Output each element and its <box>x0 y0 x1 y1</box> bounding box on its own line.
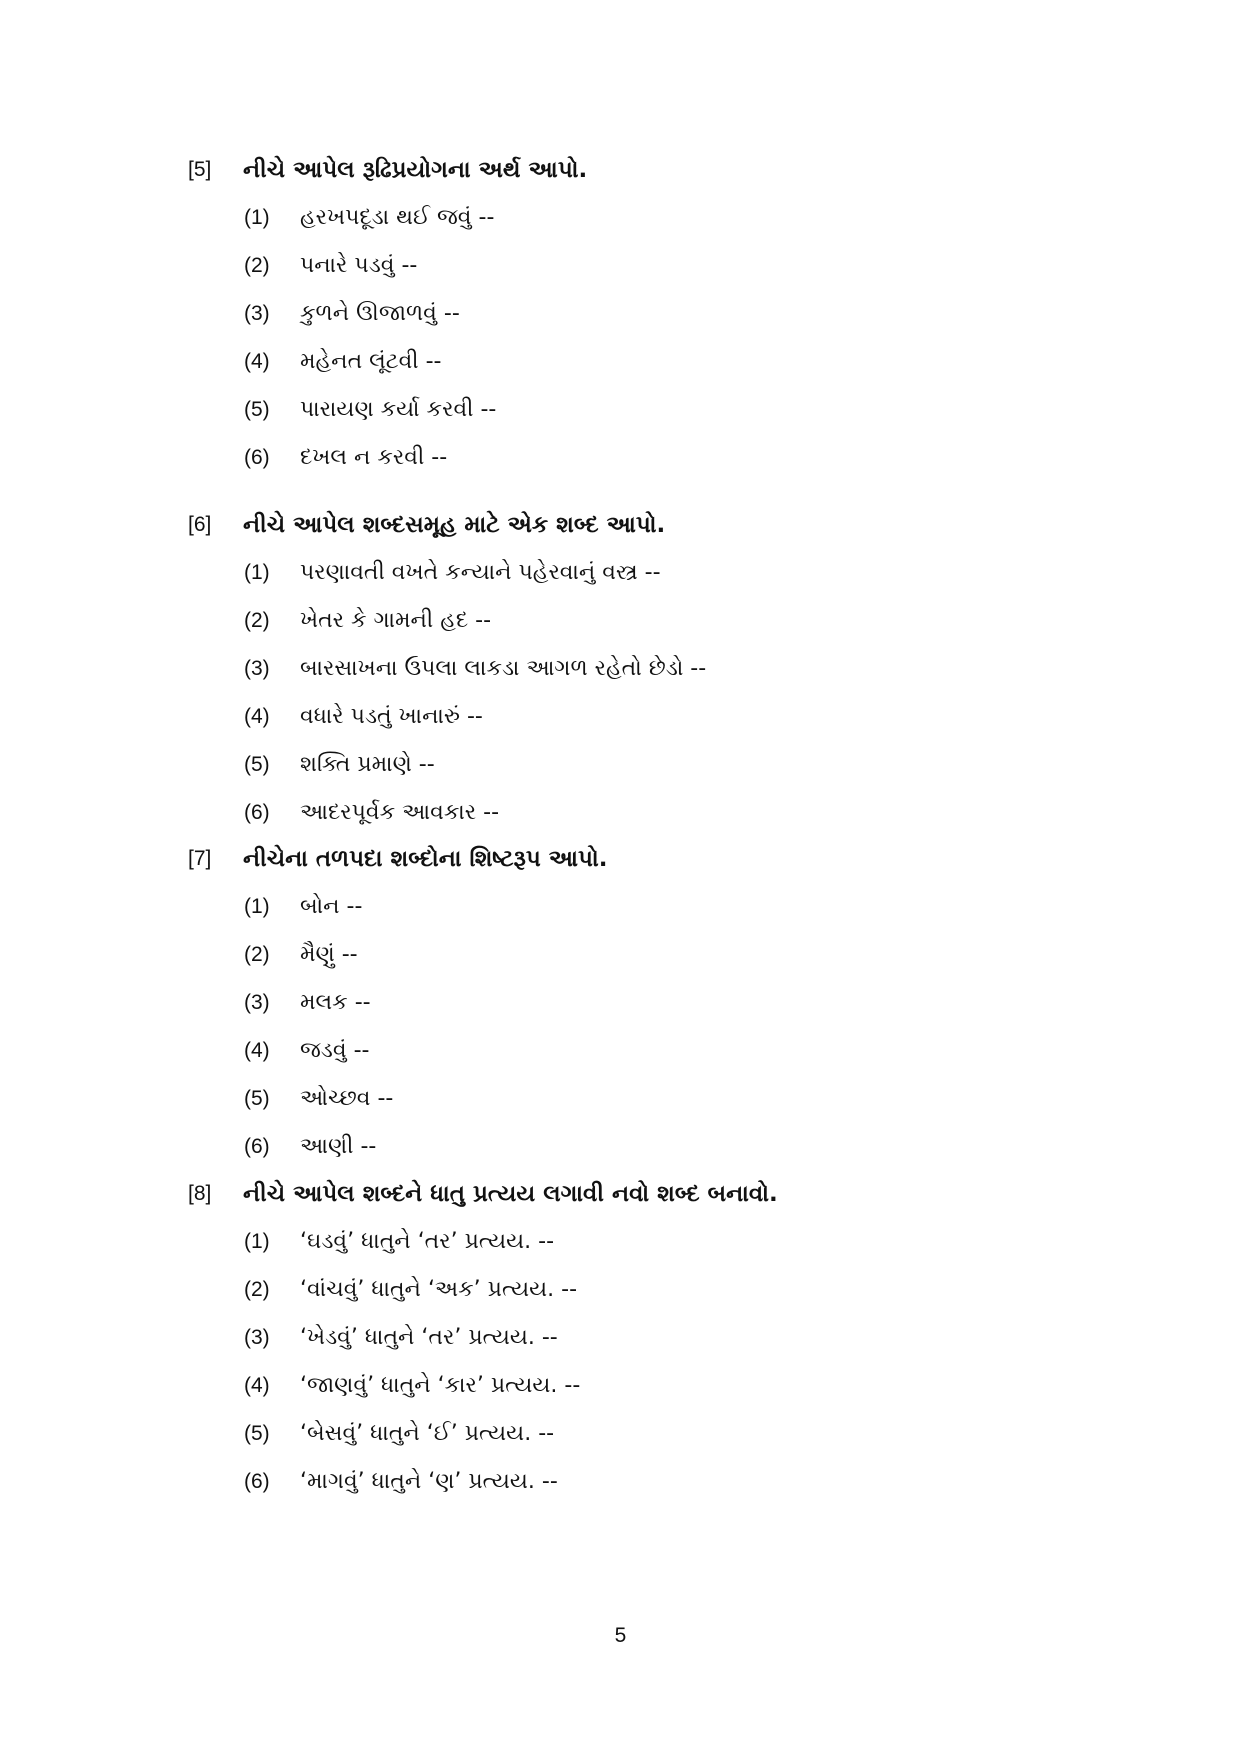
item-number: (4) <box>244 705 270 728</box>
question-number: [5] <box>188 158 212 181</box>
question-header <box>0 146 1241 194</box>
item-text: કુળને ઊજાળવું -- <box>300 301 460 326</box>
answer-list <box>0 883 1241 1171</box>
item-number: (1) <box>244 206 270 229</box>
answer-list <box>0 194 1241 482</box>
list-item <box>0 338 1241 386</box>
question-header <box>0 835 1241 883</box>
item-number: (3) <box>244 657 270 680</box>
item-text: ખેતર કે ગામની હદ -- <box>300 608 492 633</box>
item-number: (6) <box>244 801 270 824</box>
list-item <box>0 741 1241 789</box>
question-6 <box>0 501 1241 837</box>
answer-list <box>0 549 1241 837</box>
list-item <box>0 1075 1241 1123</box>
item-text: પનારે પડવું -- <box>300 253 418 278</box>
item-text: ‘માગવું’ ધાતુને ‘ણ’ પ્રત્યય. -- <box>300 1469 558 1494</box>
question-header <box>0 1170 1241 1218</box>
list-item <box>0 979 1241 1027</box>
list-item <box>0 549 1241 597</box>
item-number: (2) <box>244 1278 270 1301</box>
list-item <box>0 1027 1241 1075</box>
list-item <box>0 789 1241 837</box>
item-text: ઓચ્છવ -- <box>300 1086 394 1111</box>
item-number: (4) <box>244 1039 270 1062</box>
item-number: (5) <box>244 398 270 421</box>
list-item <box>0 693 1241 741</box>
item-number: (6) <box>244 1470 270 1493</box>
item-text: ‘ઘડવું’ ધાતુને ‘તર’ પ્રત્યય. -- <box>300 1229 555 1254</box>
list-item <box>0 194 1241 242</box>
question-number: [6] <box>188 513 212 536</box>
item-number: (5) <box>244 753 270 776</box>
item-text: દખલ ન કરવી -- <box>300 445 448 470</box>
item-text: ‘જાણવું’ ધાતુને ‘કાર’ પ્રત્યય. -- <box>300 1373 581 1398</box>
item-number: (1) <box>244 561 270 584</box>
question-title: નીચે આપેલ રૂઢિપ્રયોગના અર્થ આપો. <box>243 157 588 183</box>
question-header <box>0 501 1241 549</box>
list-item <box>0 1410 1241 1458</box>
item-text: પરણાવતી વખતે કન્યાને પહેરવાનું વસ્ત્ર -- <box>300 560 661 585</box>
item-number: (3) <box>244 302 270 325</box>
list-item <box>0 1314 1241 1362</box>
item-text: બોન -- <box>300 894 363 919</box>
list-item <box>0 597 1241 645</box>
item-number: (4) <box>244 350 270 373</box>
item-number: (6) <box>244 1135 270 1158</box>
item-text: જડવું -- <box>300 1038 370 1063</box>
list-item <box>0 1218 1241 1266</box>
question-title: નીચેના તળપદા શબ્દોના શિષ્ટરૂપ આપો. <box>243 846 608 872</box>
list-item <box>0 242 1241 290</box>
item-number: (5) <box>244 1087 270 1110</box>
question-number: [8] <box>188 1182 212 1205</box>
question-5 <box>0 146 1241 482</box>
list-item <box>0 645 1241 693</box>
question-number: [7] <box>188 847 212 870</box>
item-number: (1) <box>244 895 270 918</box>
item-number: (4) <box>244 1374 270 1397</box>
item-text: મૈણું -- <box>300 942 358 967</box>
item-number: (5) <box>244 1422 270 1445</box>
question-title: નીચે આપેલ શબ્દને ધાતુ પ્રત્યય લગાવી નવો શબ્દ બનાવો. <box>243 1181 778 1207</box>
list-item <box>0 931 1241 979</box>
list-item <box>0 1123 1241 1171</box>
list-item <box>0 1266 1241 1314</box>
item-text: મહેનત લૂંટવી -- <box>300 349 442 374</box>
list-item <box>0 290 1241 338</box>
item-text: આદરપૂર્વક આવકાર -- <box>300 800 500 825</box>
item-number: (3) <box>244 1326 270 1349</box>
item-text: બારસાખના ઉપલા લાકડા આગળ રહેતો છેડો -- <box>300 656 707 681</box>
item-text: ‘વાંચવું’ ધાતુને ‘અક’ પ્રત્યય. -- <box>300 1277 578 1302</box>
item-number: (3) <box>244 991 270 1014</box>
list-item <box>0 434 1241 482</box>
answer-list <box>0 1218 1241 1506</box>
question-7 <box>0 835 1241 1171</box>
item-text: પારાયણ કર્યા કરવી -- <box>300 397 497 422</box>
item-text: ‘બેસવું’ ધાતુને ‘ઈ’ પ્રત્યય. -- <box>300 1421 555 1446</box>
question-title: નીચે આપેલ શબ્દસમૂહ માટે એક શબ્દ આપો. <box>243 512 666 538</box>
item-text: શક્તિ પ્રમાણે -- <box>300 752 435 777</box>
item-text: મલક -- <box>300 990 371 1015</box>
item-text: આણી -- <box>300 1134 377 1159</box>
item-text: હરખપદૂડા થઈ જવું -- <box>300 205 495 230</box>
list-item <box>0 1458 1241 1506</box>
question-8 <box>0 1170 1241 1506</box>
item-text: ‘ખેડવું’ ધાતુને ‘તર’ પ્રત્યય. -- <box>300 1325 558 1350</box>
item-number: (2) <box>244 609 270 632</box>
item-text: વધારે પડતું ખાનારું -- <box>300 704 483 729</box>
list-item <box>0 1362 1241 1410</box>
item-number: (2) <box>244 254 270 277</box>
page-number: 5 <box>614 1624 627 1647</box>
item-number: (1) <box>244 1230 270 1253</box>
list-item <box>0 386 1241 434</box>
list-item <box>0 883 1241 931</box>
item-number: (2) <box>244 943 270 966</box>
item-number: (6) <box>244 446 270 469</box>
